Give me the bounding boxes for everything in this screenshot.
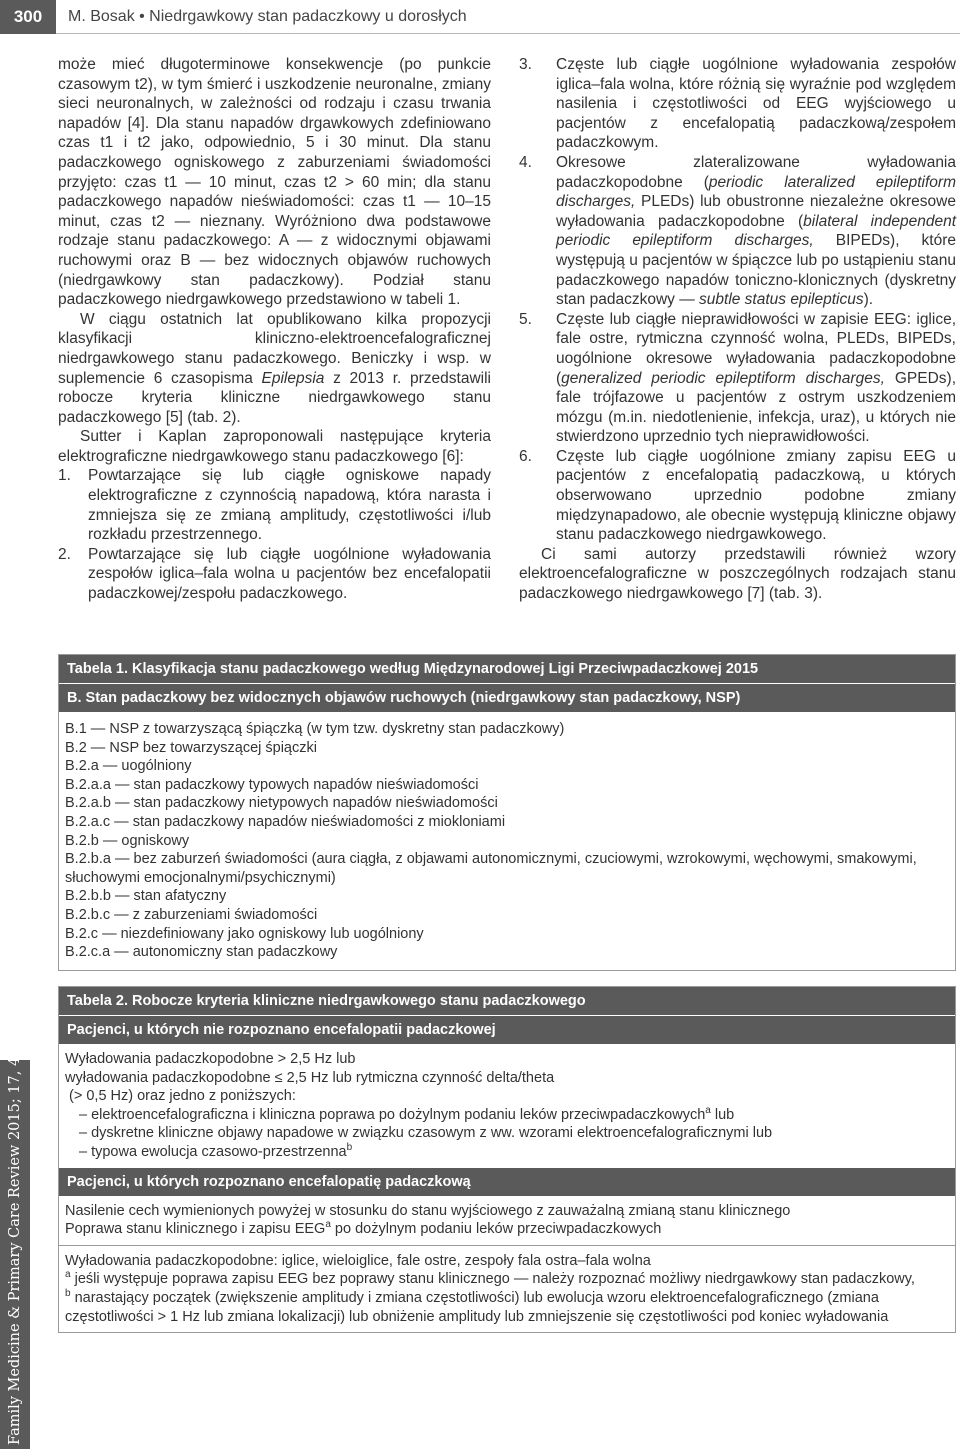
table-row: B.2 — NSP bez towarzyszącej śpiączki	[65, 739, 317, 756]
table-row: B.2.c — niezdefiniowany jako ogniskowy lub uogólniony	[65, 925, 424, 942]
list-item: 1. Powtarzające się lub ciągłe ogniskowe napady elektrograficzne z czynnością napadową, która narasta i zmniejsza się ze zmianą amplitudy, częstotliwości i/lub rozkładu przestrzennego.	[58, 467, 491, 544]
table-note: $^a$ jeśli występuje poprawa zapisu EEG bez poprawy stanu klinicznego — należy rozpoznać możliwy niedrgawkowy stan padaczkowy,	[65, 1269, 915, 1288]
journal-name: Epilepsia	[261, 369, 325, 387]
header-divider	[56, 33, 960, 34]
table-row: – elektroencefalograficzna i kliniczna poprawa po dożylnym podaniu leków przeciwpadaczkowych$^a$ lub	[79, 1104, 735, 1123]
list-item: 3. Częste lub ciągłe uogólnione wyładowania zespołów iglica–fala wolna, które różnią się wyraźnie pod względem nasilenia i częstotliwości od EEG wyjściowego u pacjentów z encefalopatią padaczkową/zespołem padaczkowym.	[519, 56, 956, 152]
paragraph: W ciągu ostatnich lat opublikowano kilka propozycji klasyfikacji kliniczno-elektroencefalograficznej niedrgawkowego stanu padaczkowego. Beniczky i wsp. w suplemencie 6 czasopisma Epilepsia z 2013 r. przedstawili robocze kryteria kliniczne niedrgawkowego stanu padaczkowego [5] (tab. 2).	[58, 310, 491, 426]
table-row: – dyskretne kliniczne objawy napadowe w związku czasowym z ww. wzorami elektroencefalograficznymi lub	[79, 1125, 773, 1142]
table-row: B.2.c.a — autonomiczny stan padaczkowy	[65, 944, 338, 961]
table-row: – typowa ewolucja czasowo-przestrzenna$^b$	[79, 1142, 353, 1160]
paragraph: Sutter i Kaplan zaproponowali następujące kryteria elektrograficzne niedrgawkowego stanu padaczkowego [6]:	[58, 428, 491, 465]
table-row: B.2.b.b — stan afatyczny	[65, 888, 227, 905]
table-1	[58, 654, 956, 971]
table-section	[59, 1044, 955, 1168]
table-row: B.2.b.a — bez zaburzeń świadomości (aura ciągła, z objawami autonomicznymi, czuciowymi, wzrokowymi, węchowymi, smakowymi, słuchowymi emocjonalnymi/psychicznymi)	[65, 851, 917, 886]
table-section	[59, 1196, 955, 1245]
table-row: B.2.a.c — stan padaczkowy napadów nieświadomości z miokloniami	[65, 813, 506, 830]
table-row: B.2.a.b — stan padaczkowy nietypowych napadów nieświadomości	[65, 795, 498, 812]
table-row: B.2.b.c — z zaburzeniami świadomości	[65, 906, 318, 923]
table-note: Wyładowania padaczkopodobne: iglice, wieloiglice, fale ostre, zespoły fala ostra–fala wolna	[65, 1252, 651, 1269]
page-number: 300	[0, 0, 56, 34]
table-row: Wyładowania padaczkopodobne > 2,5 Hz lub	[65, 1051, 356, 1067]
table-2	[58, 986, 956, 1333]
table-row: B.1 — NSP z towarzyszącą śpiączką (w tym tzw. dyskretny stan padaczkowy)	[65, 721, 565, 737]
table-title: Tabela 1. Klasyfikacja stanu padaczkowego według Międzynarodowej Ligi Przeciwpadaczkowej 2015	[59, 655, 955, 684]
table-notes	[59, 1245, 955, 1332]
table-note: $^b$ narastający początek (zwiększenie amplitudy i zmiana częstotliwości) lub ewolucja wzoru elektroencefalograficznego (zmiana częstotliwości > 1 Hz lub zmiana lokalizacji) lub obniżenie amplitudy lub zmniejszenie się częstotliwości pod koniec wyładowania	[65, 1288, 889, 1325]
table-row: Poprawa stanu klinicznego i zapisu EEG$^a$ po dożylnym podaniu leków przeciwpadaczkowych	[65, 1219, 662, 1238]
table-section-title: Pacjenci, u których nie rozpoznano encefalopatii padaczkowej	[59, 1016, 955, 1044]
paragraph: może mieć długoterminowe konsekwencje (po punkcie czasowym t2), w tym śmierć i uszkodzenie neuronalne, zmiany sieci neuronalnych, w zależności od rodzaju i czasu trwania napadów [4]. Dla stanu napadów drgawkowych zdefiniowano czas t1 i t2 jako, odpowiednio, 5 i 30 minut. Dla stanu padaczkowego ogniskowego z zaburzeniami świadomości przyjęto: czas t1 — 10 minut, czas t2 > 60 min; dla stanu padaczkowego napadów nieświadomości: czas t1 — 10–15 minut, czas t2 — nieznany. Wyróżniono dwa podstawowe rodzaje stanu padaczkowego: A — z widocznymi objawami ruchowymi oraz B — bez widocznych objawów ruchowych (niedrgawkowy stan padaczkowy). Podział stanu padaczkowego niedrgawkowego przedstawiono w tabeli 1.	[58, 56, 491, 309]
right-column	[519, 55, 956, 604]
table-body	[59, 712, 955, 970]
running-head: M. Bosak • Niedrgawkowy stan padaczkowy u dorosłych	[68, 8, 467, 25]
table-row: B.2.a.a — stan padaczkowy typowych napadów nieświadomości	[65, 776, 479, 793]
table-subtitle: B. Stan padaczkowy bez widocznych objawów ruchowych (niedrgawkowy stan padaczkowy, NSP)	[59, 684, 955, 712]
table-title: Tabela 2. Robocze kryteria kliniczne niedrgawkowego stanu padaczkowego	[59, 987, 955, 1016]
list-item: 5. Częste lub ciągłe nieprawidłowości w zapisie EEG: iglice, fale ostre, rytmiczna czynność wolna, PLEDs, BIPEDs, uogólnione okresowe wyładowania padaczkopodobne (generalized periodic epileptiform discharges, GPEDs), fale trójfazowe u pacjentów z ostrym uszkodzeniem mózgu (m.in. niedotlenienie, infekcja, uraz), u których nie stwierdzono uprzednio tych nieprawidłowości.	[519, 310, 957, 446]
table-row: Nasilenie cech wymienionych powyżej w stosunku do stanu wyjściowego z zauważalną zmianą stanu klinicznego	[65, 1202, 791, 1219]
table-row: (> 0,5 Hz) oraz jedno z poniższych:	[65, 1088, 296, 1105]
paragraph: Ci sami autorzy przedstawili również wzory elektroencefalograficzne w poszczególnych rodzajach stanu padaczkowego niedrgawkowego [7] (tab. 3).	[519, 545, 956, 603]
list-item: 2. Powtarzające się lub ciągłe uogólnione wyładowania zespołów iglica–fala wolna u pacjentów bez encefalopatii padaczkowej/zespołu padaczkowego.	[58, 545, 491, 603]
list-item: 6. Częste lub ciągłe uogólnione zmiany zapisu EEG u pacjentów z encefalopatią padaczkową, u których obserwowano uprzednio podobne zmiany międzynapadowo, ale obecnie występują kliniczne objawy stanu padaczkowego niedrgawkowego.	[519, 447, 956, 544]
table-row: wyładowania padaczkopodobne ≤ 2,5 Hz lub rytmiczna czynność delta/theta	[65, 1069, 555, 1086]
journal-side-label: Family Medicine & Primary Care Review 2015; 17, 4	[7, 1056, 23, 1445]
list-item: 4. Okresowe zlateralizowane wyładowania padaczkopodobne (periodic lateralized epileptiform discharges, PLEDs) lub obustronne niezależne okresowe wyładowania padaczkopodobne (bilateral independent periodic epileptiform discharges, BIPEDs), które występują u pacjentów w śpiączce lub po ustąpieniu stanu padaczkowego napadów toniczno-klonicznych (dyskretny stan padaczkowy — subtle status epilepticus).	[519, 153, 956, 309]
table-row: B.2.a — uogólniony	[65, 758, 192, 775]
table-section-title: Pacjenci, u których rozpoznano encefalopatię padaczkową	[59, 1168, 955, 1196]
table-row: B.2.b — ogniskowy	[65, 832, 190, 849]
left-column	[58, 55, 491, 604]
